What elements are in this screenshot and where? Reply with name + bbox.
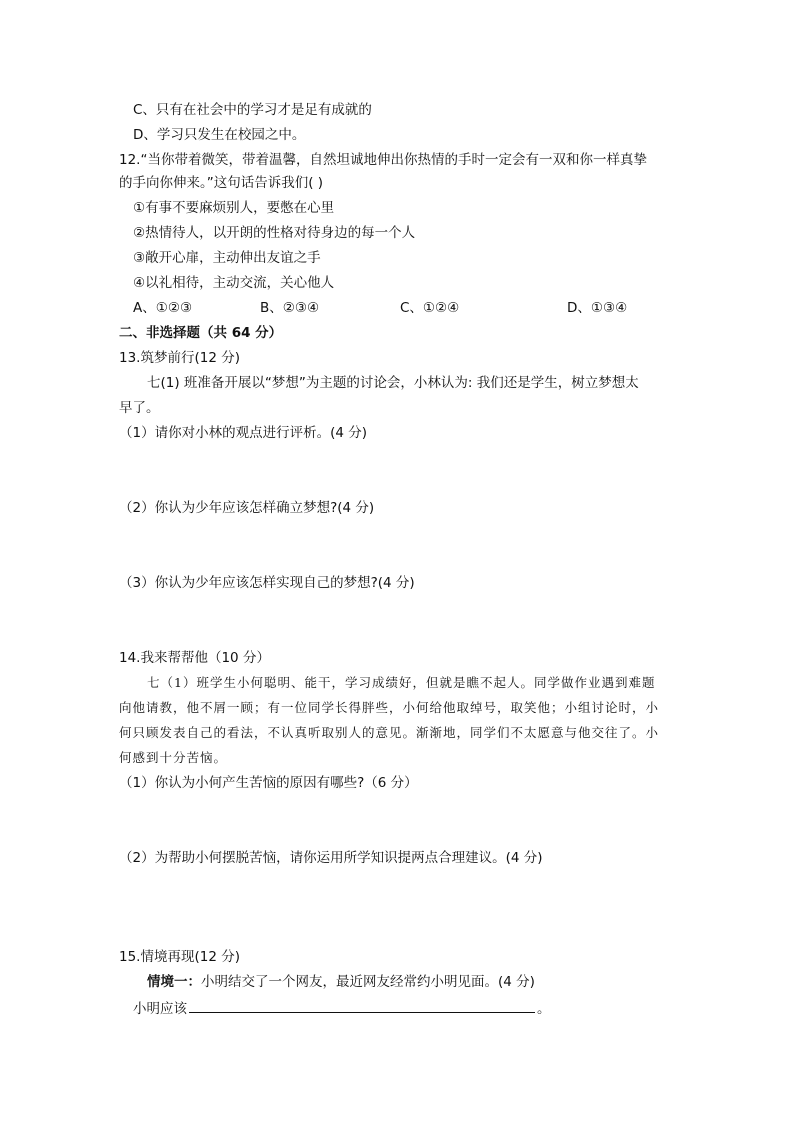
q12-option-b: B、②③④ (260, 300, 320, 316)
q15-answer-line (133, 998, 551, 1019)
q13-sub3: （3）你认为少年应该怎样实现自己的梦想?(4 分) (119, 575, 415, 591)
q12-option-c: C、①②④ (400, 300, 460, 316)
q12-item-3: ③敞开心扉，主动伸出友谊之手 (133, 250, 321, 266)
q12-stem-line1: 12.“当你带着微笑，带着温馨，自然坦诚地伸出你热情的手时一定会有一双和你一样真挚 (119, 152, 647, 168)
q14-material-line3: 何只顾发表自己的看法，不认真听取别人的意见。渐渐地，同学们不太愿意与他交往了。小 (119, 725, 660, 740)
q12-option-d: D、①③④ (567, 300, 628, 316)
q14-sub1: （1）你认为小何产生苦恼的原因有哪些?（6 分） (119, 775, 418, 791)
q11-option-d: D、学习只发生在校园之中。 (133, 127, 306, 143)
q12-item-1: ①有事不要麻烦别人，要憋在心里 (133, 200, 335, 216)
q15-scene1-label: 情境一： (147, 974, 201, 990)
q13-material-line1: 七(1) 班准备开展以“梦想”为主题的讨论会，小林认为: 我们还是学生，树立梦想太 (147, 375, 639, 391)
q13-sub2: （2）你认为少年应该怎样确立梦想?(4 分) (119, 500, 375, 516)
q12-option-a: A、①②③ (133, 300, 193, 316)
q15-scene1 (147, 972, 535, 992)
q14-material-line4: 何感到十分苦恼。 (119, 750, 228, 765)
q15-answer-blank[interactable] (189, 998, 535, 1013)
q14-sub2: （2）为帮助小何摆脱苦恼，请你运用所学知识提两点合理建议。(4 分) (119, 850, 543, 866)
q14-material-line2: 向他请教，他不屑一顾；有一位同学长得胖些，小何给他取绰号，取笑他；小组讨论时，小 (119, 700, 660, 715)
q12-stem-line2: 的手向你伸来。”这句话告诉我们( ) (119, 175, 324, 191)
q12-item-4: ④以礼相待，主动交流，关心他人 (133, 275, 335, 291)
q15-scene1-text: 小明结交了一个网友，最近网友经常约小明见面。(4 分) (201, 974, 535, 990)
q11-option-c: C、只有在社会中的学习才是足有成就的 (133, 102, 372, 118)
q12-item-2: ②热情待人，以开朗的性格对待身边的每一个人 (133, 225, 416, 241)
q15-answer-suffix: 。 (537, 1001, 551, 1017)
q14-material-line1: 七（1）班学生小何聪明、能干，学习成绩好，但就是瞧不起人。同学做作业遇到难题 (147, 675, 656, 690)
q13-title: 13.筑梦前行(12 分) (119, 350, 240, 366)
q15-title: 15.情境再现(12 分) (119, 949, 240, 965)
section-title: 二、非选择题（共 64 分） (119, 325, 283, 341)
q14-title: 14.我来帮帮他（10 分） (119, 650, 270, 666)
q13-material-line2: 早了。 (119, 400, 160, 416)
q15-answer-prefix: 小明应该 (133, 1001, 187, 1017)
q13-sub1: （1）请你对小林的观点进行评析。(4 分) (119, 425, 368, 441)
